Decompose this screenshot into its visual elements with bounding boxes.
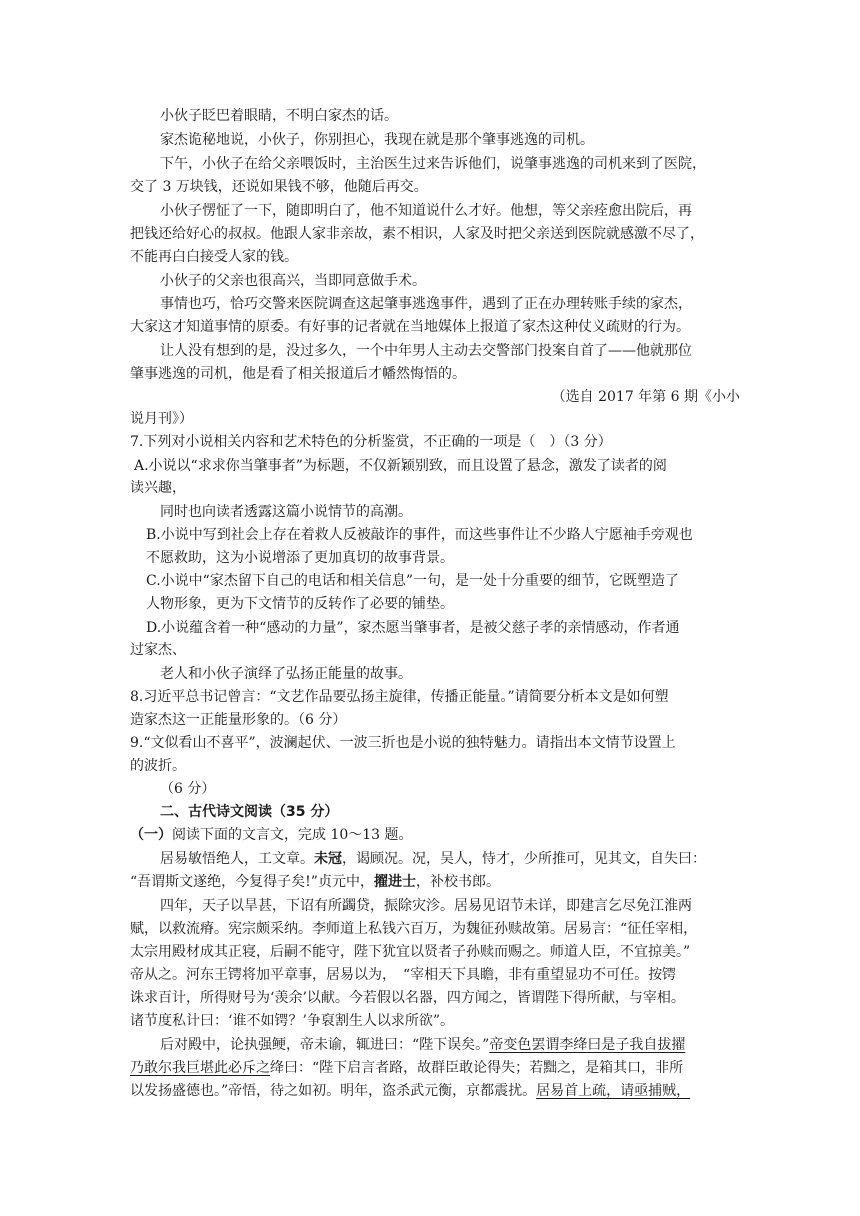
question-7-option-d-line-2: 过家杰、: [130, 642, 186, 658]
question-7-option-c-line-1: C.小说中“家杰留下自己的电话和相关信息”一句，是一处十分重要的细节，它既塑造了: [146, 573, 679, 589]
question-7: 7.下列对小说相关内容和艺术特色的分析鉴赏，不正确的一项是（ ）（3 分）: [130, 434, 612, 450]
classical-paragraph-2-line-1: 四年，天子以旱甚，下诏有所蠲贷，振除灾沴。居易见诏节未详，即建言乞尽免江淮两: [160, 898, 692, 914]
classical-text-segment: 绛曰：“陛下启言者路，故群臣敢论得失；若黜之，是箱其口，非所: [270, 1060, 684, 1076]
question-7-option-b-line-2: 不愿救助，这为小说增添了更加真切的故事背景。: [146, 550, 454, 566]
classical-bold-term: 未冠: [314, 851, 342, 867]
classical-text-segment: “吾谓斯文遂绝，今复得子矣!”贞元中，: [130, 874, 374, 890]
underlined-sentence: 居易首上疏，请亟捕贼，: [536, 1083, 691, 1099]
classical-text-segment: ，补校书郎。: [415, 874, 500, 890]
story-paragraph-3-line-2: 交了 3 万块钱，还说如果钱不够，他随后再交。: [130, 179, 428, 195]
question-8-line-2: 造家杰这一正能量形象的。（6 分）: [130, 712, 347, 728]
question-7-option-a-line-3: 同时也向读者透露这篇小说情节的高潮。: [160, 504, 412, 520]
classical-paragraph-3-line-2: [130, 1059, 740, 1077]
story-paragraph-4-line-2: 把钱还给好心的叔叔。他跟人家非亲故，素不相识，人家及时把父亲送到医院就感激不尽了，: [130, 226, 704, 242]
underlined-sentence: 帝变色罢谓李绛曰是子我自拔擢: [489, 1037, 686, 1053]
story-paragraph-4-line-3: 不能再白白接受人家的钱。: [130, 249, 298, 265]
classical-paragraph-2-line-6: 诸节度私计曰：‘谁不如锷？’争裒割生人以求所欲”。: [130, 1013, 455, 1029]
story-paragraph-2: 家杰诡秘地说，小伙子，你别担心，我现在就是那个肇事逃逸的司机。: [160, 132, 594, 148]
question-7-option-c-line-2: 人物形象，更为下文情节的反转作了必要的铺垫。: [146, 596, 454, 612]
classical-paragraph-1-line-2: [130, 873, 740, 891]
story-source-line-1: （选自 2017 年第 6 期《小小: [551, 389, 740, 405]
classical-bold-term: 擢进士: [373, 874, 416, 890]
story-paragraph-7-line-2: 肇事逃逸的司机，他是看了相关报道后才幡然悔悟的。: [130, 366, 466, 382]
subsection-marker: （一）: [130, 827, 172, 843]
story-paragraph-3-line-1: 下午，小伙子在给父亲喂饭时，主治医生过来告诉他们，说肇事逃逸的司机来到了医院，: [160, 156, 706, 172]
story-paragraph-1: 小伙子眨巴着眼睛，不明白家杰的话。: [160, 108, 398, 124]
classical-paragraph-2-line-5: 诛求百计，所得财号为‘羡余’以献。今若假以名器，四方闻之，皆谓陛下得所献，与宰相。: [130, 990, 685, 1006]
classical-paragraph-2-line-2: 赋，以救流瘠。宪宗颇采纳。李师道上私钱六百万，为魏征孙赎故第。居易言：“征任宰相，: [130, 921, 698, 937]
classical-text-segment: 居易敏悟绝人，工文章。: [160, 851, 314, 867]
question-7-option-b-line-1: B.小说中写到社会上存在着救人反被敲诈的事件，而这些事件让不少路人宁愿袖手旁观也: [146, 527, 693, 543]
question-7-option-d-line-1: D.小说蕴含着一种“感动的力量”，家杰愿当肇事者，是被父慈子孝的亲情感动，作者通: [146, 620, 680, 636]
classical-text-segment: 以发扬盛德也。”帝悟，待之如初。明年，盗杀武元衡，京都震扰。: [130, 1083, 537, 1099]
classical-paragraph-2-line-3: 太宗用殿材成其正寝，后嗣不能守，陛下犹宜以贤者子孙赎而赐之。师道人臣，不宜掠美。”: [130, 944, 691, 960]
question-9-line-1: 9.“文似看山不喜平”，波澜起伏、一波三折也是小说的独特魅力。请指出本文情节设置上: [130, 735, 676, 751]
classical-paragraph-2-line-4: 帝从之。河东王锷将加平章事，居易以为， “宰相天下具瞻，非有重望显功不可任。按锷: [130, 967, 677, 983]
story-paragraph-5: 小伙子的父亲也很高兴，当即同意做手术。: [160, 273, 426, 289]
question-7-option-d-line-3: 老人和小伙子演绎了弘扬正能量的故事。: [160, 666, 412, 682]
classical-text-segment: ，谒顾况。况，吴人，恃才，少所推可，见其文，自失曰：: [342, 851, 706, 867]
subsection-instruction: 阅读下面的文言文，完成 10～13 题。: [172, 827, 413, 843]
question-7-option-a-line-1: A.小说以“求求你当肇事者”为标题，不仅新颖别致，而且设置了悬念，激发了读者的阅: [134, 458, 667, 474]
story-source-line-2: 说月刊》）: [130, 411, 193, 427]
question-9-line-3: （6 分）: [160, 781, 216, 797]
question-8-line-1: 8.习近平总书记曾言：“文艺作品要弘扬主旋律，传播正能量。”请简要分析本文是如何塑: [130, 689, 669, 705]
classical-paragraph-1-line-1: [160, 850, 740, 868]
story-paragraph-7-line-1: 让人没有想到的是，没过多久，一个中年男人主动去交警部门投案自首了——他就那位: [160, 343, 692, 359]
underlined-sentence: 乃敢尔我巨堪此必斥之: [130, 1060, 270, 1076]
classical-paragraph-3-line-3: [130, 1082, 740, 1100]
question-7-option-a-line-2: 读兴趣，: [130, 480, 186, 496]
classical-text-segment: 后对殿中，论执强鲠，帝未谕，辄进曰：“陛下误矣。”: [160, 1037, 490, 1053]
story-paragraph-6-line-1: 事情也巧，恰巧交警来医院调查这起肇事逃逸事件，遇到了正在办理转账手续的家杰，: [160, 296, 692, 312]
section-2-subheading: [130, 826, 740, 844]
question-9-line-2: 的波折。: [130, 758, 186, 774]
section-2-heading: 二、古代诗文阅读（35 分）: [160, 804, 339, 820]
story-paragraph-4-line-1: 小伙子愣怔了一下，随即明白了，他不知道说什么才好。他想，等父亲痊愈出院后，再: [160, 203, 692, 219]
classical-paragraph-3-line-1: [160, 1036, 740, 1054]
story-paragraph-6-line-2: 大家这才知道事情的原委。有好事的记者就在当地媒体上报道了家杰这种仗义疏财的行为。: [130, 319, 690, 335]
